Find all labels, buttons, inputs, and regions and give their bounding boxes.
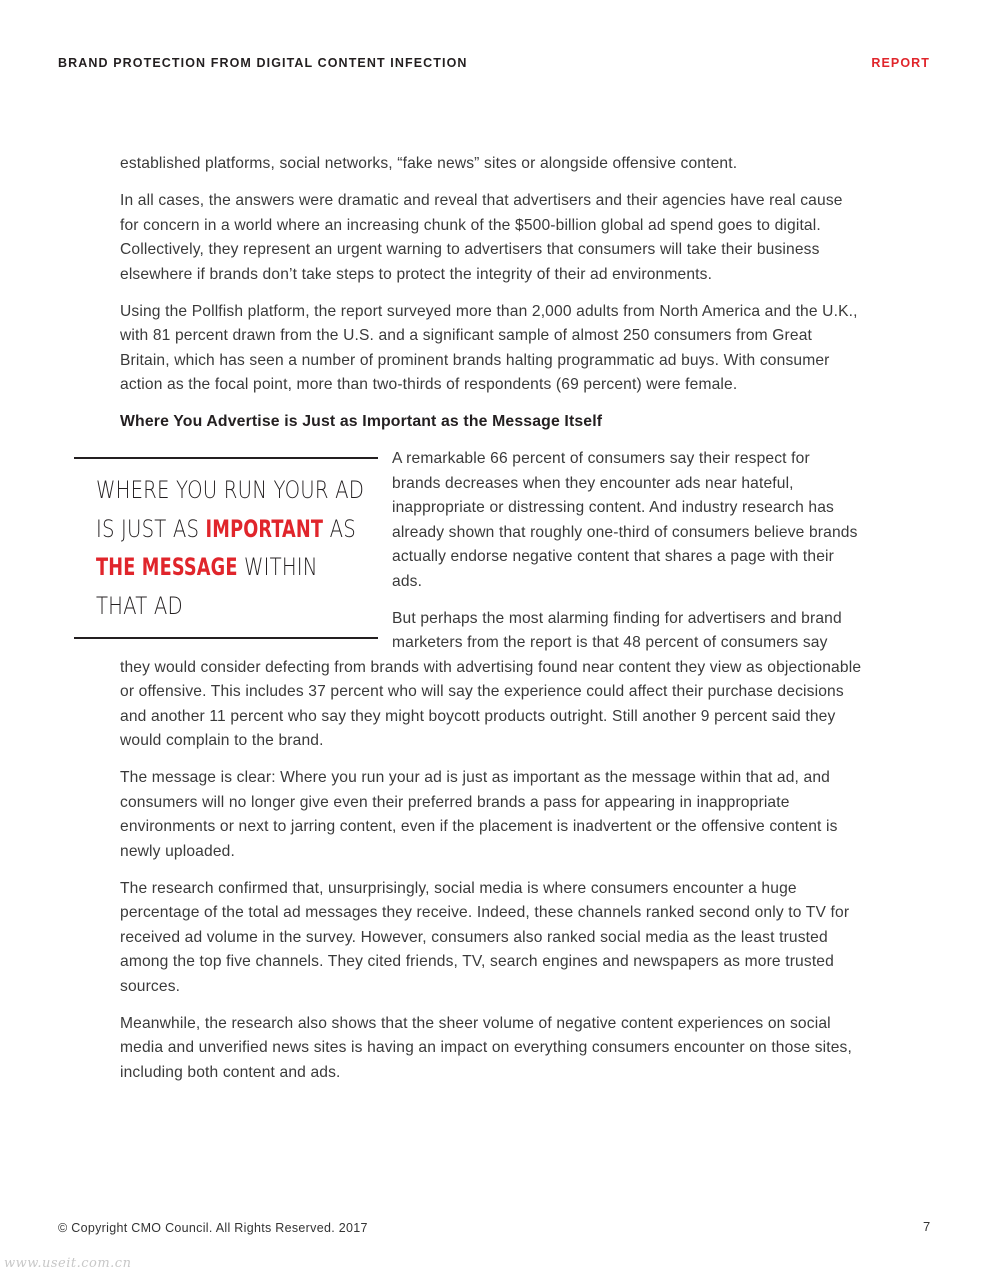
pull-quote-highlight-message: THE MESSAGE	[96, 553, 238, 581]
article-body	[96, 152, 862, 1098]
pull-quote-part-3: WITHIN THAT AD	[96, 553, 318, 620]
paragraph-6: The message is clear: Where you run your ad is just as important as the message within that ad, and consumers will no longer give even their preferred brands a pass for appearing in inappropriate environments or next to jarring content, even if the placement is inadvertent or the offensive content is newly uploaded.	[120, 769, 838, 860]
paragraph-1: established platforms, social networks, “fake news” sites or alongside offensive content.	[120, 155, 738, 172]
page-number: 7	[923, 1219, 931, 1234]
section-subheading: Where You Advertise is Just as Important as the Message Itself	[120, 413, 603, 430]
pull-quote	[74, 457, 378, 639]
paragraph-5: But perhaps the most alarming finding for advertisers and brand marketers from the report is that 48 percent of consumers say they would consider defecting from brands with advertising found near content they view as objectionable or offensive. This includes 37 percent who will say the experience could affect their purchase decisions and another 11 percent who say they might boycott products outright. Still another 9 percent said they would complain to the brand.	[120, 609, 862, 749]
paragraph-2: In all cases, the answers were dramatic and reveal that advertisers and their agencies have real cause for concern in a world where an increasing chunk of the $500-billion global ad spend goes to digital. Collectively, they represent an urgent warning to advertisers that consumers will take their business elsewhere if brands don’t take steps to protect the integrity of their ad environments.	[120, 192, 843, 283]
pull-quote-highlight-important: IMPORTANT	[205, 514, 324, 543]
paragraph-8: Meanwhile, the research also shows that the sheer volume of negative content experiences on social media and unverified news sites is having an impact on everything consumers encounter on those sites, including both content and ads.	[120, 1014, 852, 1081]
paragraph-4: A remarkable 66 percent of consumers say their respect for brands decreases when they encounter ads near hateful, inappropriate or distressing content. And industry research has already shown that roughly one-third of consumers believe brands actually endorse negative content that shares a page with their ads.	[392, 450, 858, 590]
pull-quote-part-2: AS	[323, 514, 356, 543]
document-header-label: REPORT	[871, 56, 930, 70]
watermark-text: www.useit.com.cn	[4, 1256, 132, 1271]
pull-quote-text	[96, 471, 367, 625]
paragraph-3: Using the Pollfish platform, the report surveyed more than 2,000 adults from North America and the U.K., with 81 percent drawn from the U.S. and a significant sample of almost 250 consumers from Great Britain, which has seen a number of prominent brands halting programmatic ad buys. With consumer action as the focal point, more than two-thirds of respondents (69 percent) were female.	[120, 302, 858, 393]
paragraph-7: The research confirmed that, unsurprisingly, social media is where consumers encounter a huge percentage of the total ad messages they receive. Indeed, these channels ranked second only to TV for received ad volume in the survey. However, consumers also ranked social media as the least trusted among the top five channels. They cited friends, TV, search engines and newspapers as more trusted sources.	[120, 879, 850, 995]
footer-copyright: © Copyright CMO Council. All Rights Reserved. 2017	[58, 1221, 368, 1235]
pull-quote-part-1: WHERE YOU RUN YOUR AD IS JUST AS	[96, 476, 365, 543]
document-header-title: BRAND PROTECTION FROM DIGITAL CONTENT INFECTION	[58, 56, 468, 70]
